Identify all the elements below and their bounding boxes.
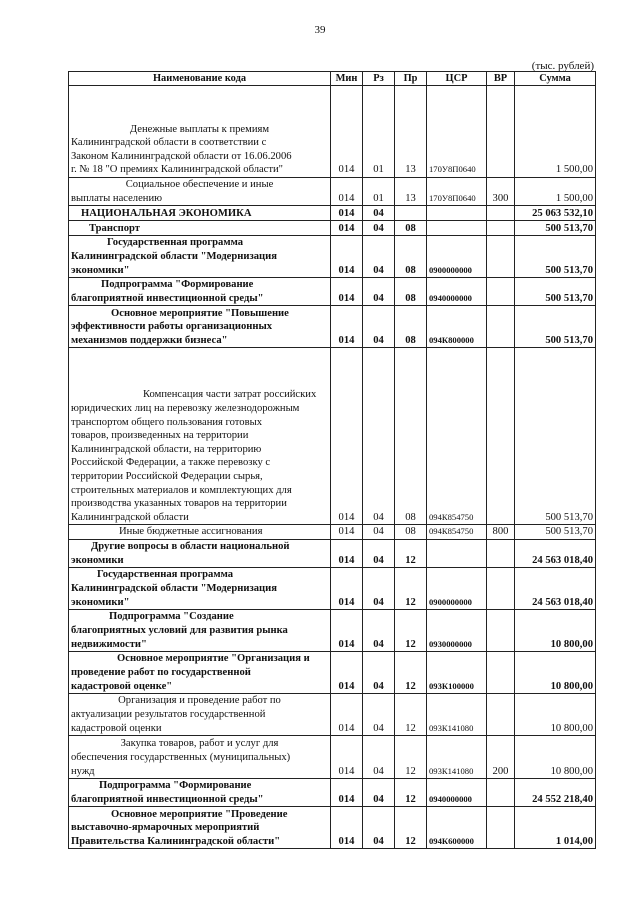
row-pr: 08 — [395, 348, 427, 525]
row-pr: 08 — [395, 278, 427, 306]
row-rz: 04 — [363, 779, 395, 807]
row-vr — [487, 221, 515, 236]
row-name-line: Закупка товаров, работ и услуг для — [120, 738, 279, 750]
row-min: 014 — [331, 221, 363, 236]
row-vr — [487, 236, 515, 278]
row-sum: 10 800,00 — [515, 652, 596, 694]
row-pr: 12 — [395, 652, 427, 694]
row-sum: 24 563 018,40 — [515, 568, 596, 610]
row-min: 014 — [331, 236, 363, 278]
row-min: 014 — [331, 568, 363, 610]
budget-table — [68, 71, 596, 849]
row-sum: 24 563 018,40 — [515, 539, 596, 567]
row-min: 014 — [331, 86, 363, 178]
row-rz: 04 — [363, 694, 395, 736]
table-header-row — [69, 72, 596, 86]
row-pr: 08 — [395, 221, 427, 236]
row-min: 014 — [331, 306, 363, 348]
row-csr: 0940000000 — [427, 278, 487, 306]
row-name-line: выплаты населению — [71, 192, 163, 204]
row-vr — [487, 779, 515, 807]
row-name — [69, 306, 331, 348]
row-min: 014 — [331, 206, 363, 221]
row-name-line: механизмов поддержки бизнеса" — [71, 334, 228, 346]
row-name — [69, 278, 331, 306]
units-label: (тыс. рублей) — [531, 60, 594, 72]
table-row — [69, 221, 596, 236]
header-min: Мин — [331, 72, 363, 86]
row-name-line: недвижимости" — [71, 638, 147, 650]
row-name-line: проведение работ по государственной — [71, 666, 251, 678]
row-csr: 094К600000 — [427, 807, 487, 849]
row-min: 014 — [331, 178, 363, 206]
table-row — [69, 568, 596, 610]
row-csr: 170У8П0640 — [427, 86, 487, 178]
row-rz: 04 — [363, 348, 395, 525]
row-vr — [487, 86, 515, 178]
header-vr: ВР — [487, 72, 515, 86]
row-sum: 500 513,70 — [515, 525, 596, 540]
row-name — [69, 206, 331, 221]
row-name-line: территории Российской Федерации сырья, — [71, 470, 263, 482]
row-name-line: Правительства Калининградской области" — [71, 835, 281, 847]
row-name-line: экономики" — [71, 264, 130, 276]
row-vr — [487, 652, 515, 694]
row-sum: 1 500,00 — [515, 178, 596, 206]
row-min: 014 — [331, 779, 363, 807]
row-min: 014 — [331, 694, 363, 736]
row-name — [69, 539, 331, 567]
row-sum: 10 800,00 — [515, 736, 596, 779]
row-pr: 08 — [395, 306, 427, 348]
row-sum: 500 513,70 — [515, 278, 596, 306]
row-rz: 04 — [363, 278, 395, 306]
row-rz: 01 — [363, 86, 395, 178]
row-sum: 25 063 532,10 — [515, 206, 596, 221]
row-rz: 04 — [363, 652, 395, 694]
table-row — [69, 779, 596, 807]
table-row — [69, 610, 596, 652]
row-rz: 04 — [363, 610, 395, 652]
row-pr: 12 — [395, 779, 427, 807]
table-row — [69, 525, 596, 540]
row-pr: 12 — [395, 694, 427, 736]
table-row — [69, 306, 596, 348]
row-vr — [487, 348, 515, 525]
row-pr: 12 — [395, 568, 427, 610]
row-name-line: благоприятных условий для развития рынка — [71, 624, 288, 636]
row-name — [69, 807, 331, 849]
row-name — [69, 736, 331, 779]
row-name — [69, 178, 331, 206]
row-csr: 093К100000 — [427, 652, 487, 694]
header-pr: Пр — [395, 72, 427, 86]
table-row — [69, 694, 596, 736]
row-name-line: выставочно-ярмарочных мероприятий — [71, 822, 260, 834]
row-name — [69, 86, 331, 178]
row-name-line: благоприятной инвестиционной среды" — [71, 793, 264, 805]
row-sum: 500 513,70 — [515, 306, 596, 348]
row-csr: 094К854750 — [427, 348, 487, 525]
row-vr — [487, 568, 515, 610]
header-csr: ЦСР — [427, 72, 487, 86]
row-name-line: Социальное обеспечение и иные — [125, 179, 274, 190]
row-vr — [487, 610, 515, 652]
row-name-line: Калининградской области "Модернизация — [71, 582, 277, 594]
row-name — [69, 568, 331, 610]
row-name-line: юридических лиц на перевозку железнодорожным — [71, 402, 300, 414]
row-pr: 08 — [395, 236, 427, 278]
row-csr — [427, 221, 487, 236]
row-name-line: Основное мероприятие "Повышение — [111, 307, 289, 319]
row-sum: 10 800,00 — [515, 694, 596, 736]
row-rz: 04 — [363, 236, 395, 278]
table-row — [69, 736, 596, 779]
row-name — [69, 610, 331, 652]
row-name-line: Подпрограмма "Формирование — [101, 279, 254, 291]
table-row — [69, 206, 596, 221]
row-name-line: Калининградской области в соответствии с — [71, 137, 267, 149]
table-row — [69, 278, 596, 306]
row-name-line: эффективности работы организационных — [71, 321, 273, 333]
row-name-line: обеспечения государственных (муниципальных) — [71, 751, 291, 763]
row-csr: 0930000000 — [427, 610, 487, 652]
row-pr: 12 — [395, 610, 427, 652]
table-row — [69, 86, 596, 178]
row-name-line: производства указанных товаров на территории — [71, 498, 287, 510]
row-pr: 12 — [395, 539, 427, 567]
row-sum: 500 513,70 — [515, 236, 596, 278]
row-csr: 0900000000 — [427, 236, 487, 278]
row-csr: 094К800000 — [427, 306, 487, 348]
row-rz: 04 — [363, 525, 395, 540]
row-name-line: Иные бюджетные ассигнования — [119, 526, 263, 538]
row-rz: 04 — [363, 736, 395, 779]
row-pr: 13 — [395, 86, 427, 178]
table-row — [69, 652, 596, 694]
row-name-line: Основное мероприятие "Проведение — [111, 808, 288, 820]
row-name — [69, 221, 331, 236]
row-min: 014 — [331, 807, 363, 849]
row-vr — [487, 694, 515, 736]
row-name — [69, 236, 331, 278]
row-name-line: Подпрограмма "Создание — [109, 611, 234, 623]
row-name-line: Государственная программа — [97, 569, 234, 581]
row-vr: 300 — [487, 178, 515, 206]
table-row — [69, 236, 596, 278]
row-rz: 01 — [363, 178, 395, 206]
row-name-line: актуализации результатов государственной — [71, 708, 266, 720]
row-name-line: Законом Калининградской области от 16.06.2006 — [71, 150, 292, 162]
row-name-line: Калининградской области — [71, 511, 189, 523]
row-name-line: нужд — [71, 765, 95, 777]
row-name-line: Российской Федерации, а также перевозку с — [71, 457, 271, 469]
row-rz: 04 — [363, 568, 395, 610]
row-name-line: Калининградской области, на территорию — [71, 443, 262, 455]
row-csr: 094К854750 — [427, 525, 487, 540]
row-name-line: Денежные выплаты к премиям — [129, 123, 270, 135]
row-rz: 04 — [363, 807, 395, 849]
row-sum: 1 500,00 — [515, 86, 596, 178]
row-sum: 24 552 218,40 — [515, 779, 596, 807]
row-name — [69, 694, 331, 736]
row-vr: 200 — [487, 736, 515, 779]
row-vr — [487, 206, 515, 221]
row-name-line: строительных материалов и комплектующих для — [71, 484, 292, 496]
row-name-line: Организация и проведение работ по — [118, 695, 281, 707]
row-rz: 04 — [363, 539, 395, 567]
row-name-line: кадастровой оценке" — [71, 680, 173, 692]
row-name-line: экономики" — [71, 596, 130, 608]
table-row — [69, 178, 596, 206]
row-vr: 800 — [487, 525, 515, 540]
row-name-line: г. № 18 "О премиях Калининградской области" — [71, 164, 284, 176]
row-name — [69, 652, 331, 694]
row-sum: 10 800,00 — [515, 610, 596, 652]
table-row — [69, 539, 596, 567]
row-min: 014 — [331, 278, 363, 306]
table-row — [69, 348, 596, 525]
row-vr — [487, 807, 515, 849]
row-csr — [427, 206, 487, 221]
row-csr: 170У8П0640 — [427, 178, 487, 206]
row-min: 014 — [331, 539, 363, 567]
row-pr — [395, 206, 427, 221]
row-name-line: кадастровой оценки — [71, 722, 162, 734]
row-rz: 04 — [363, 221, 395, 236]
row-pr: 13 — [395, 178, 427, 206]
row-rz: 04 — [363, 306, 395, 348]
row-name-line: транспортом общего пользования готовых — [71, 416, 262, 428]
row-rz: 04 — [363, 206, 395, 221]
row-name — [69, 348, 331, 525]
row-vr — [487, 539, 515, 567]
row-min: 014 — [331, 610, 363, 652]
row-min: 014 — [331, 348, 363, 525]
row-csr: 0900000000 — [427, 568, 487, 610]
row-csr: 093К141080 — [427, 736, 487, 779]
row-sum: 500 513,70 — [515, 221, 596, 236]
row-min: 014 — [331, 525, 363, 540]
row-pr: 08 — [395, 525, 427, 540]
row-name-line: Основное мероприятие "Организация и — [117, 653, 310, 665]
row-vr — [487, 306, 515, 348]
row-min: 014 — [331, 652, 363, 694]
row-csr — [427, 539, 487, 567]
row-csr: 093К141080 — [427, 694, 487, 736]
row-name-line: товаров, произведенных на территории — [71, 430, 249, 442]
header-sum: Сумма — [515, 72, 596, 86]
row-csr: 0940000000 — [427, 779, 487, 807]
row-name-line: благоприятной инвестиционной среды" — [71, 292, 264, 304]
row-pr: 12 — [395, 736, 427, 779]
row-vr — [487, 278, 515, 306]
row-name — [69, 525, 331, 540]
row-sum: 1 014,00 — [515, 807, 596, 849]
header-name: Наименование кода — [69, 72, 331, 86]
row-name-line: Подпрограмма "Формирование — [99, 780, 252, 792]
row-sum: 500 513,70 — [515, 348, 596, 525]
row-min: 014 — [331, 736, 363, 779]
page-number: 39 — [314, 24, 326, 36]
row-name — [69, 779, 331, 807]
row-name-line: экономики — [71, 554, 124, 566]
row-name-line: Другие вопросы в области национальной — [91, 540, 290, 552]
row-name-line: НАЦИОНАЛЬНАЯ ЭКОНОМИКА — [81, 207, 252, 219]
row-pr: 12 — [395, 807, 427, 849]
row-name-line: Компенсация части затрат российских — [143, 389, 317, 401]
header-rz: Рз — [363, 72, 395, 86]
row-name-line: Государственная программа — [107, 237, 244, 249]
row-name-line: Калининградской области "Модернизация — [71, 251, 277, 262]
row-name-line: Транспорт — [89, 222, 141, 234]
table-row — [69, 807, 596, 849]
